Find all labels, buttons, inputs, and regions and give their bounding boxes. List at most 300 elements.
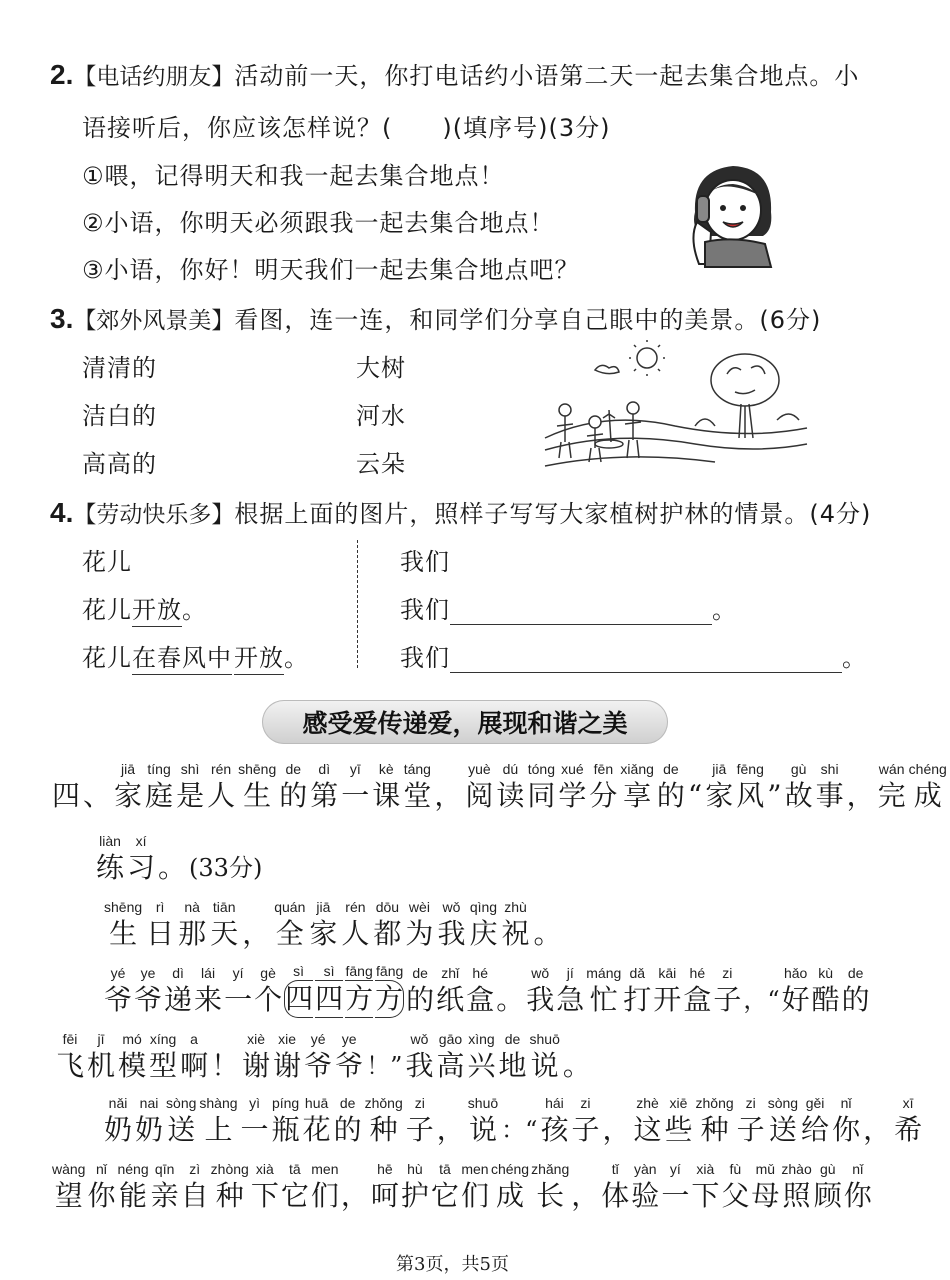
q3-title-line [50, 300, 821, 335]
hanzi: 下 [250, 1179, 279, 1212]
hanzi: 。 [562, 1049, 591, 1082]
q4-stem: 根据上面的图片，照样子写写大家植树护林的情景。(4分) [234, 500, 872, 528]
story-char [104, 1094, 132, 1148]
story-char [688, 760, 702, 814]
hanzi: 习 [127, 851, 156, 884]
pinyin: zhǒng [695, 1095, 734, 1111]
hanzi: 们 [460, 1179, 489, 1212]
hanzi: 啊 [180, 1049, 209, 1082]
hanzi: 日 [146, 917, 175, 950]
pinyin: fāng [376, 963, 404, 979]
hanzi: 爷 [335, 1049, 364, 1082]
story-char [467, 1030, 495, 1084]
q4-number: 4. [50, 497, 74, 528]
hanzi: 家 [309, 917, 338, 950]
pinyin: zhòng [210, 1161, 249, 1177]
q2-stem-2: 语接听后，你应该怎样说？( )(填序号)(3分) [82, 114, 611, 142]
pinyin: yé [110, 965, 126, 981]
story-char [721, 1160, 749, 1214]
hanzi: 天 [210, 917, 239, 950]
pinyin: de [339, 1095, 356, 1111]
hanzi: 花 [302, 1113, 331, 1146]
q4-answer-3-blank[interactable] [450, 644, 842, 673]
hanzi: 你 [832, 1113, 861, 1146]
pinyin: xiǎng [620, 761, 654, 777]
hanzi: 父 [721, 1179, 750, 1212]
hanzi: 完 [877, 779, 906, 812]
story-char [272, 1094, 300, 1148]
pinyin: zhào [781, 1161, 812, 1177]
story-char [118, 1030, 146, 1084]
story-char [530, 1030, 560, 1084]
q4-example-3 [82, 638, 309, 673]
pinyin: píng [271, 1095, 300, 1111]
story-char [96, 832, 124, 886]
hanzi: 个 [254, 983, 283, 1016]
pinyin: mǔ [755, 1161, 776, 1177]
q2-option-2: ②小语，你明天必须跟我一起去集合地点！ [82, 209, 555, 237]
hanzi: 盒 [466, 983, 495, 1016]
hanzi: 一 [224, 983, 253, 1016]
hanzi: 希 [894, 1113, 923, 1146]
hanzi: 祝 [501, 917, 530, 950]
pinyin: nǐ [96, 1161, 107, 1177]
pinyin: wǒ [531, 965, 550, 981]
q3-title: 【郊外风景美】 [73, 308, 235, 334]
story-char [315, 962, 343, 1018]
pinyin: kāi [658, 965, 677, 981]
hanzi: 那 [178, 917, 207, 950]
pinyin: xìng [468, 1031, 495, 1047]
pinyin: tā [289, 1161, 301, 1177]
hanzi: ， [846, 779, 875, 812]
q4-title: 【劳动快乐多】 [73, 502, 235, 528]
pinyin: yì [249, 1095, 260, 1111]
hanzi: 事 [815, 779, 844, 812]
story-char [620, 760, 653, 814]
story-char [768, 1094, 798, 1148]
story-char [180, 1030, 208, 1084]
hanzi: ，“ [743, 986, 780, 1014]
story-char [589, 760, 617, 814]
pinyin: gè [260, 965, 276, 981]
story-char [254, 964, 282, 1018]
story-char [284, 962, 313, 1018]
hanzi: 为 [405, 917, 434, 950]
pinyin: xiē [669, 1095, 688, 1111]
pinyin: dǎ [629, 965, 646, 981]
pinyin: yī [349, 761, 361, 777]
q4-example-3-end: 。 [284, 644, 309, 672]
story-char [842, 964, 870, 1018]
hanzi: 下 [691, 1179, 720, 1212]
pinyin: zi [722, 965, 733, 981]
pinyin: máng [586, 965, 622, 981]
hanzi: 望 [54, 1179, 83, 1212]
pinyin: sì [323, 963, 335, 979]
pinyin: mó [122, 1031, 142, 1047]
story-char [683, 964, 711, 1018]
q4-title-line [50, 494, 871, 529]
story-row-5 [56, 1030, 594, 1084]
story-char [114, 760, 142, 814]
story-char [571, 1160, 599, 1214]
pinyin: fù [729, 1161, 742, 1177]
story-char [403, 760, 431, 814]
pinyin: dì [172, 965, 184, 981]
story-row-1 [52, 760, 950, 814]
pinyin: táng [403, 761, 431, 777]
pinyin: zi [414, 1095, 425, 1111]
hanzi: 这 [633, 1113, 662, 1146]
story-row-2 [96, 832, 265, 886]
hanzi: 母 [751, 1179, 780, 1212]
pinyin: jiā [712, 761, 727, 777]
story-char [491, 1160, 529, 1214]
hanzi: 忙 [589, 983, 618, 1016]
q4-example-2-verb: 开放 [132, 596, 182, 627]
hanzi: ， [434, 779, 463, 812]
q4-answer-2-blank[interactable] [450, 596, 712, 625]
pinyin: tóng [527, 761, 555, 777]
pinyin: fēi [62, 1031, 78, 1047]
pinyin: gěi [805, 1095, 825, 1111]
story-char [345, 962, 373, 1018]
story-char [134, 964, 162, 1018]
hanzi: 来 [194, 983, 223, 1016]
story-char [178, 898, 206, 952]
pinyin: xie [278, 1031, 297, 1047]
story-row-7 [52, 1160, 874, 1214]
story-char [238, 760, 276, 814]
story-char [207, 760, 235, 814]
story-char [281, 1160, 309, 1214]
story-char [176, 760, 204, 814]
story-char [601, 1160, 629, 1214]
hanzi: 好 [781, 983, 810, 1016]
pinyin: xí [135, 833, 147, 849]
story-char [563, 1030, 591, 1084]
hanzi: ， [340, 1179, 369, 1212]
story-char [373, 898, 401, 952]
pinyin: fāng [345, 963, 373, 979]
pinyin: quán [274, 899, 306, 915]
story-char [653, 964, 681, 1018]
story-char [127, 832, 155, 886]
hanzi: 谢 [242, 1049, 271, 1082]
pinyin: shēng [104, 899, 143, 915]
story-char [241, 1094, 269, 1148]
story-char [181, 1160, 209, 1214]
pinyin: zi [580, 1095, 591, 1111]
story-char [304, 1030, 332, 1084]
story-char [303, 1094, 331, 1148]
story-char [309, 898, 337, 952]
hanzi: 种 [215, 1179, 244, 1212]
story-row-3 [104, 898, 566, 952]
pinyin: rén [210, 761, 232, 777]
q4-answer-2-label: 我们 [400, 596, 450, 624]
hanzi: 阅 [465, 779, 494, 812]
pinyin: zhǐ [441, 965, 460, 981]
q2-stem-1: 活动前一天，你打电话约小语第二天一起去集合地点。小 [234, 62, 860, 90]
pinyin: jī [97, 1031, 105, 1047]
story-char [814, 1160, 842, 1214]
pinyin: zi [745, 1095, 756, 1111]
pinyin: jí [566, 965, 574, 981]
hanzi: 成 [913, 779, 942, 812]
story-char [496, 964, 524, 1018]
pinyin: tíng [147, 761, 171, 777]
q4-example-3-verb: 开放 [234, 644, 284, 675]
story-char [466, 964, 494, 1018]
story-char [501, 898, 529, 952]
story-char [602, 1094, 630, 1148]
girl-phone-illustration [675, 152, 790, 267]
story-char [371, 1160, 399, 1214]
hanzi: 一 [661, 1179, 690, 1212]
story-char [310, 760, 338, 814]
story-char [242, 1030, 270, 1084]
story-char [311, 1160, 339, 1214]
pinyin: zhǒng [364, 1095, 403, 1111]
story-char [526, 964, 554, 1018]
pinyin: de [847, 965, 864, 981]
q2-title: 【电话约朋友】 [73, 64, 235, 90]
story-char [224, 964, 252, 1018]
story-char [372, 760, 400, 814]
hanzi: 庆 [469, 917, 498, 950]
hanzi: 些 [664, 1113, 693, 1146]
hanzi: 打 [623, 983, 652, 1016]
pinyin: qīn [154, 1161, 175, 1177]
pinyin: hē [377, 1161, 393, 1177]
pinyin: men [311, 1161, 339, 1177]
story-char [436, 1030, 464, 1084]
story-char [781, 1160, 811, 1214]
q4-answer-2 [400, 590, 737, 625]
pinyin: ye [140, 965, 156, 981]
hanzi: 成 [496, 1179, 525, 1212]
pinyin: nai [139, 1095, 159, 1111]
q3-right-1: 大树 [356, 354, 406, 382]
hanzi: 开 [653, 983, 682, 1016]
pinyin: kù [818, 965, 834, 981]
story-char [691, 1160, 719, 1214]
hanzi: 说 [468, 1113, 497, 1146]
pinyin: wǒ [442, 899, 461, 915]
pinyin: gāo [438, 1031, 463, 1047]
hanzi: ” [767, 779, 782, 812]
pinyin: hù [407, 1161, 423, 1177]
q4-example-3-subject: 花儿 [82, 644, 132, 672]
q3-left-1: 清清的 [82, 354, 157, 382]
hanzi: 盒 [683, 983, 712, 1016]
q3-right-2: 河水 [356, 402, 406, 430]
story-char [273, 1030, 301, 1084]
story-char [633, 1094, 661, 1148]
pinyin: tā [439, 1161, 451, 1177]
story-char [816, 760, 844, 814]
hanzi: 送 [768, 1113, 797, 1146]
q4-answer-3-end: 。 [842, 644, 867, 672]
pinyin: xià [696, 1161, 715, 1177]
story-char [87, 1030, 115, 1084]
hanzi: 我 [526, 983, 555, 1016]
pinyin: zhǎng [531, 1161, 570, 1177]
hanzi: 纸 [436, 983, 465, 1016]
story-char [211, 1160, 249, 1214]
hanzi: 奶 [135, 1113, 164, 1146]
hanzi: 风 [736, 779, 765, 812]
q4-answer-1-label: 我们 [400, 548, 450, 576]
pinyin: xué [561, 761, 584, 777]
hanzi: 兴 [467, 1049, 496, 1082]
story-char [341, 760, 369, 814]
hanzi: 。 [496, 983, 525, 1016]
q4-example-2-subject: 花儿 [82, 596, 132, 624]
story-char [334, 1094, 362, 1148]
story-char [556, 964, 584, 1018]
story-char [863, 1094, 891, 1148]
pinyin: fēn [593, 761, 614, 777]
pinyin: rì [155, 899, 165, 915]
story-char [736, 760, 764, 814]
hanzi: 享 [623, 779, 652, 812]
q3-right-3: 云朵 [356, 450, 406, 478]
story-char [436, 964, 464, 1018]
story-char [375, 962, 404, 1018]
hanzi: 故 [784, 779, 813, 812]
hanzi: 子 [571, 1113, 600, 1146]
hanzi: 高 [436, 1049, 465, 1082]
story-char [164, 964, 192, 1018]
story-char [406, 1094, 434, 1148]
q3-left-3: 高高的 [82, 450, 157, 478]
story-char [801, 1094, 829, 1148]
pinyin: yuè [468, 761, 491, 777]
story-row-6 [104, 1094, 925, 1148]
story-char [274, 898, 305, 952]
story-char [657, 760, 685, 814]
hanzi: 种 [369, 1113, 398, 1146]
pinyin: zì [189, 1161, 201, 1177]
hanzi: (33分) [189, 854, 263, 882]
story-char [465, 760, 493, 814]
pinyin: hé [472, 965, 488, 981]
story-char [83, 760, 111, 814]
story-char [145, 760, 173, 814]
pinyin: de [285, 761, 302, 777]
hanzi: 照 [782, 1179, 811, 1212]
story-char [498, 1030, 526, 1084]
pinyin: zhù [504, 899, 527, 915]
hanzi: 。 [533, 917, 562, 950]
pinyin: hé [689, 965, 706, 981]
hanzi: 一 [240, 1113, 269, 1146]
pinyin: wàng [52, 1161, 86, 1177]
story-char [431, 1160, 459, 1214]
story-char [785, 760, 813, 814]
pinyin: sòng [166, 1095, 197, 1111]
story-char [437, 1094, 465, 1148]
hanzi: 的 [406, 983, 435, 1016]
story-char [713, 964, 741, 1018]
pinyin: xiè [247, 1031, 266, 1047]
hanzi: 谢 [273, 1049, 302, 1082]
hanzi: 给 [801, 1113, 830, 1146]
story-char [533, 898, 561, 952]
story-char [437, 898, 465, 952]
pinyin: nǐ [840, 1095, 852, 1111]
hanzi: 堂 [403, 779, 432, 812]
hanzi: 呵 [370, 1179, 399, 1212]
story-char [558, 760, 586, 814]
hanzi: 亲 [150, 1179, 179, 1212]
q2-option-1: ①喂，记得明天和我一起去集合地点！ [82, 162, 505, 190]
pinyin: huā [304, 1095, 329, 1111]
hanzi: 庭 [145, 779, 174, 812]
hanzi: 的 [333, 1113, 362, 1146]
story-char [844, 1160, 872, 1214]
pinyin: qìng [469, 899, 498, 915]
story-char [571, 1094, 599, 1148]
hanzi: 它 [280, 1179, 309, 1212]
story-char [341, 1160, 369, 1214]
q4-example-1: 花儿 [82, 548, 132, 576]
story-char [878, 760, 906, 814]
hanzi: 瓶 [271, 1113, 300, 1146]
page-footer: 第3页，共5页 [396, 1254, 509, 1275]
story-char [623, 964, 651, 1018]
hanzi: 课 [372, 779, 401, 812]
hanzi: 的 [841, 983, 870, 1016]
q2-number: 2. [50, 59, 74, 90]
hanzi: 奶 [104, 1113, 133, 1146]
pinyin: wán [878, 761, 905, 777]
hanzi: 同 [527, 779, 556, 812]
pinyin: de [412, 965, 428, 981]
story-char [52, 760, 80, 814]
pinyin: jiā [121, 761, 136, 777]
pinyin: hái [545, 1095, 564, 1111]
pinyin: wèi [408, 899, 430, 915]
hanzi: 全 [275, 917, 304, 950]
hanzi: 酷 [811, 983, 840, 1016]
pinyin: nà [184, 899, 200, 915]
pinyin: yàn [634, 1161, 657, 1177]
pinyin: chéng [908, 761, 947, 777]
story-char [743, 964, 779, 1018]
hanzi: 四 [52, 779, 81, 812]
pinyin: a [190, 1031, 198, 1047]
q2-line1 [50, 56, 859, 91]
hanzi: 家 [705, 779, 734, 812]
hanzi: 急 [556, 983, 585, 1016]
story-char [166, 1094, 196, 1148]
hanzi: 生 [109, 917, 138, 950]
hanzi: 孩 [540, 1113, 569, 1146]
hanzi: 。 [158, 851, 187, 884]
hanzi: 爷 [104, 983, 133, 1016]
pinyin: shì [180, 761, 200, 777]
story-char [366, 1030, 402, 1084]
story-char [696, 1094, 734, 1148]
story-char [87, 1160, 115, 1214]
hanzi: 送 [167, 1113, 196, 1146]
pinyin: yí [232, 965, 244, 981]
pinyin: dì [318, 761, 331, 777]
